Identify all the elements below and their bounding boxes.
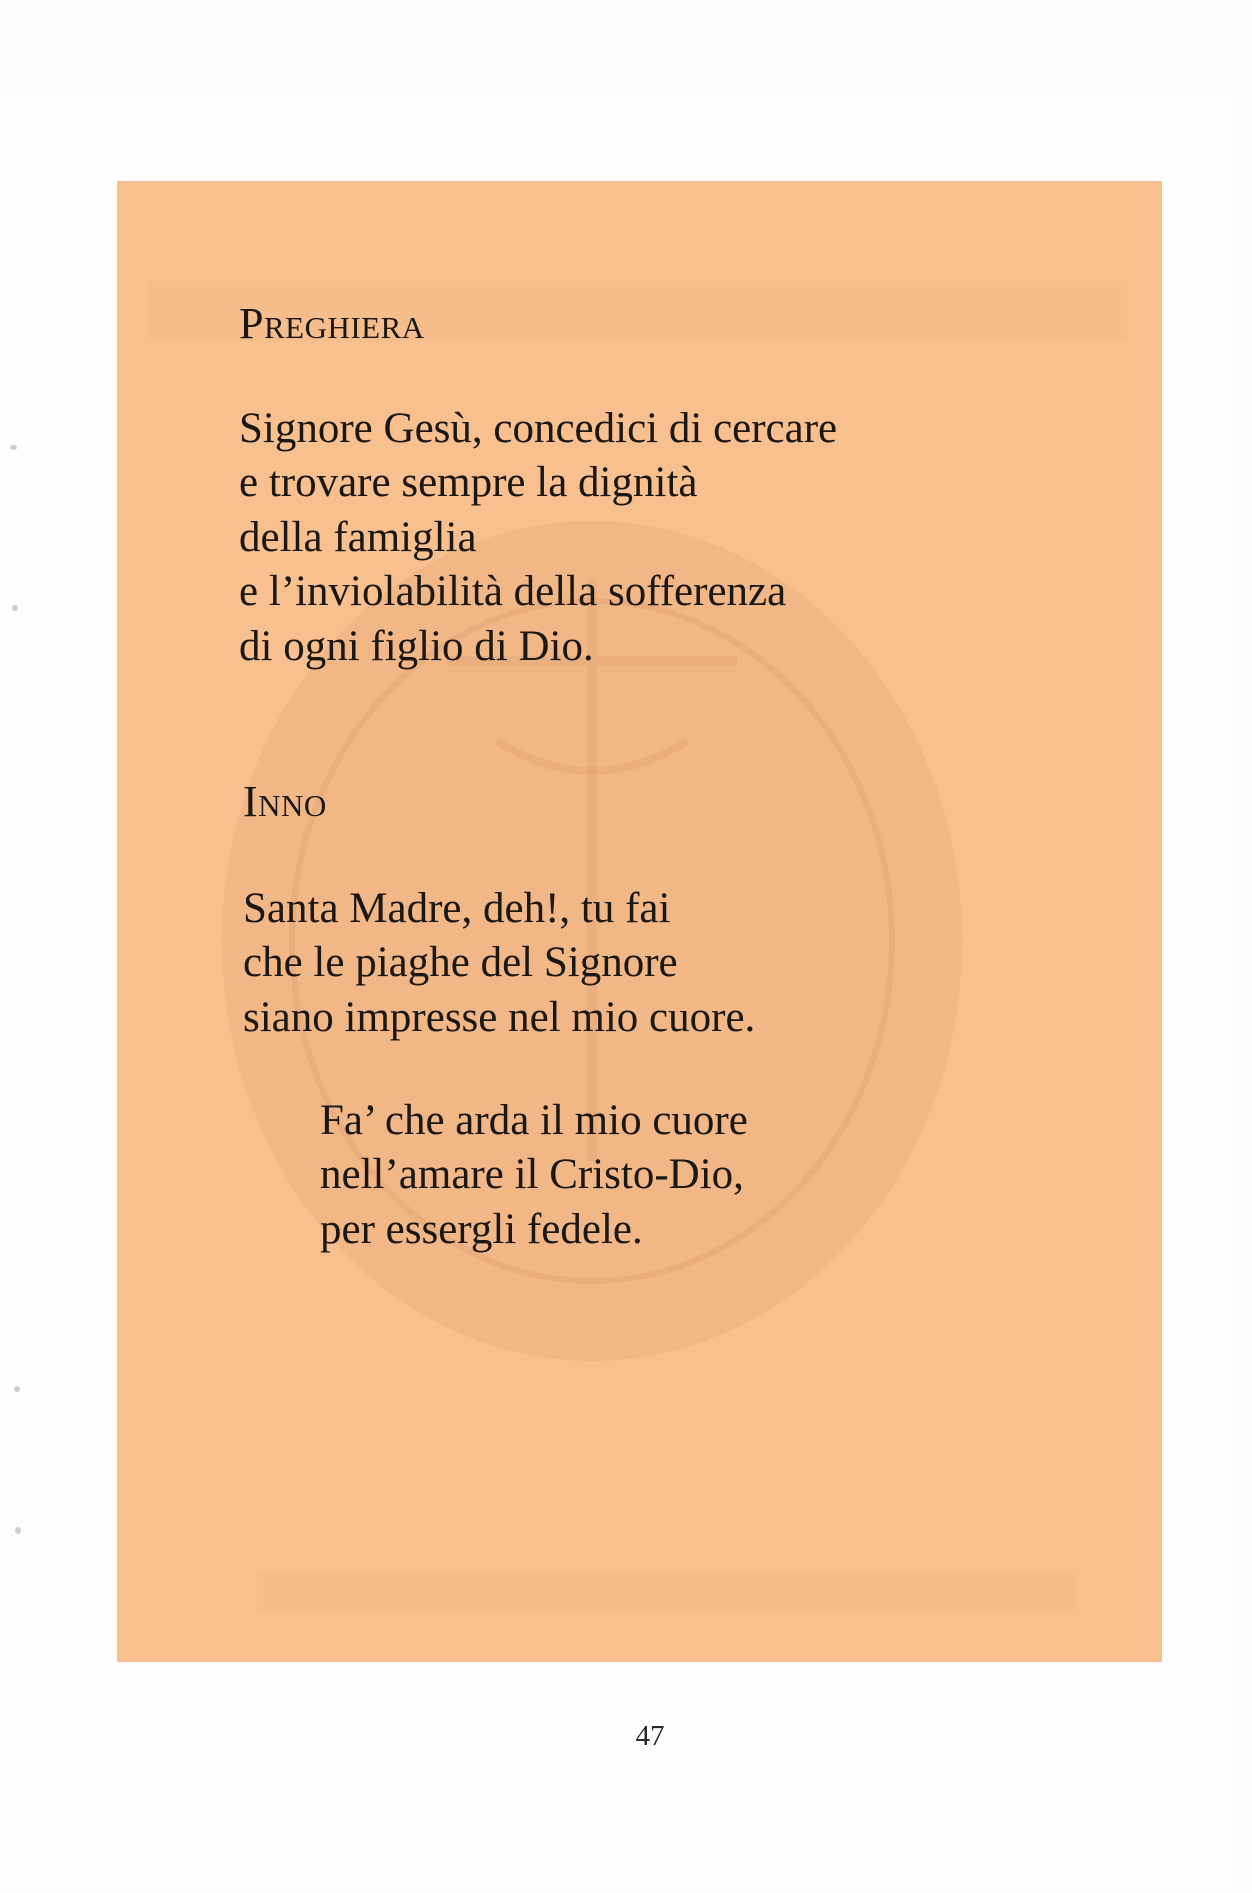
prayer-heading: Preghiera	[239, 299, 425, 348]
page-number: 47	[635, 1720, 665, 1752]
scan-speck	[10, 445, 17, 450]
hymn-line: che le piaghe del Signore	[243, 939, 678, 987]
hymn-stanza-1	[243, 882, 755, 1045]
hymn-line: nell’amare il Cristo-Dio,	[320, 1151, 744, 1199]
prayer-line: di ogni figlio di Dio.	[239, 622, 594, 670]
hymn-line: Santa Madre, deh!, tu fai	[243, 885, 671, 932]
prayer-line: della famiglia	[239, 513, 477, 561]
scan-speck	[15, 1527, 21, 1534]
hymn-line: per essergli fedele.	[320, 1205, 643, 1253]
hymn-heading: Inno	[243, 777, 327, 826]
hymn-line: Fa’ che arda il mio cuore	[320, 1097, 748, 1144]
prayer-line: e trovare sempre la dignità	[239, 459, 698, 507]
prayer-line: e l’inviolabilità della sofferenza	[239, 568, 787, 616]
scan-speck	[14, 1386, 20, 1392]
prayer-text	[239, 402, 837, 674]
hymn-stanza-2	[320, 1094, 748, 1257]
prayer-line: Signore Gesù, concedici di cercare	[239, 405, 838, 452]
hymn-line: siano impresse nel mio cuore.	[243, 993, 756, 1041]
scan-speck	[12, 605, 18, 611]
